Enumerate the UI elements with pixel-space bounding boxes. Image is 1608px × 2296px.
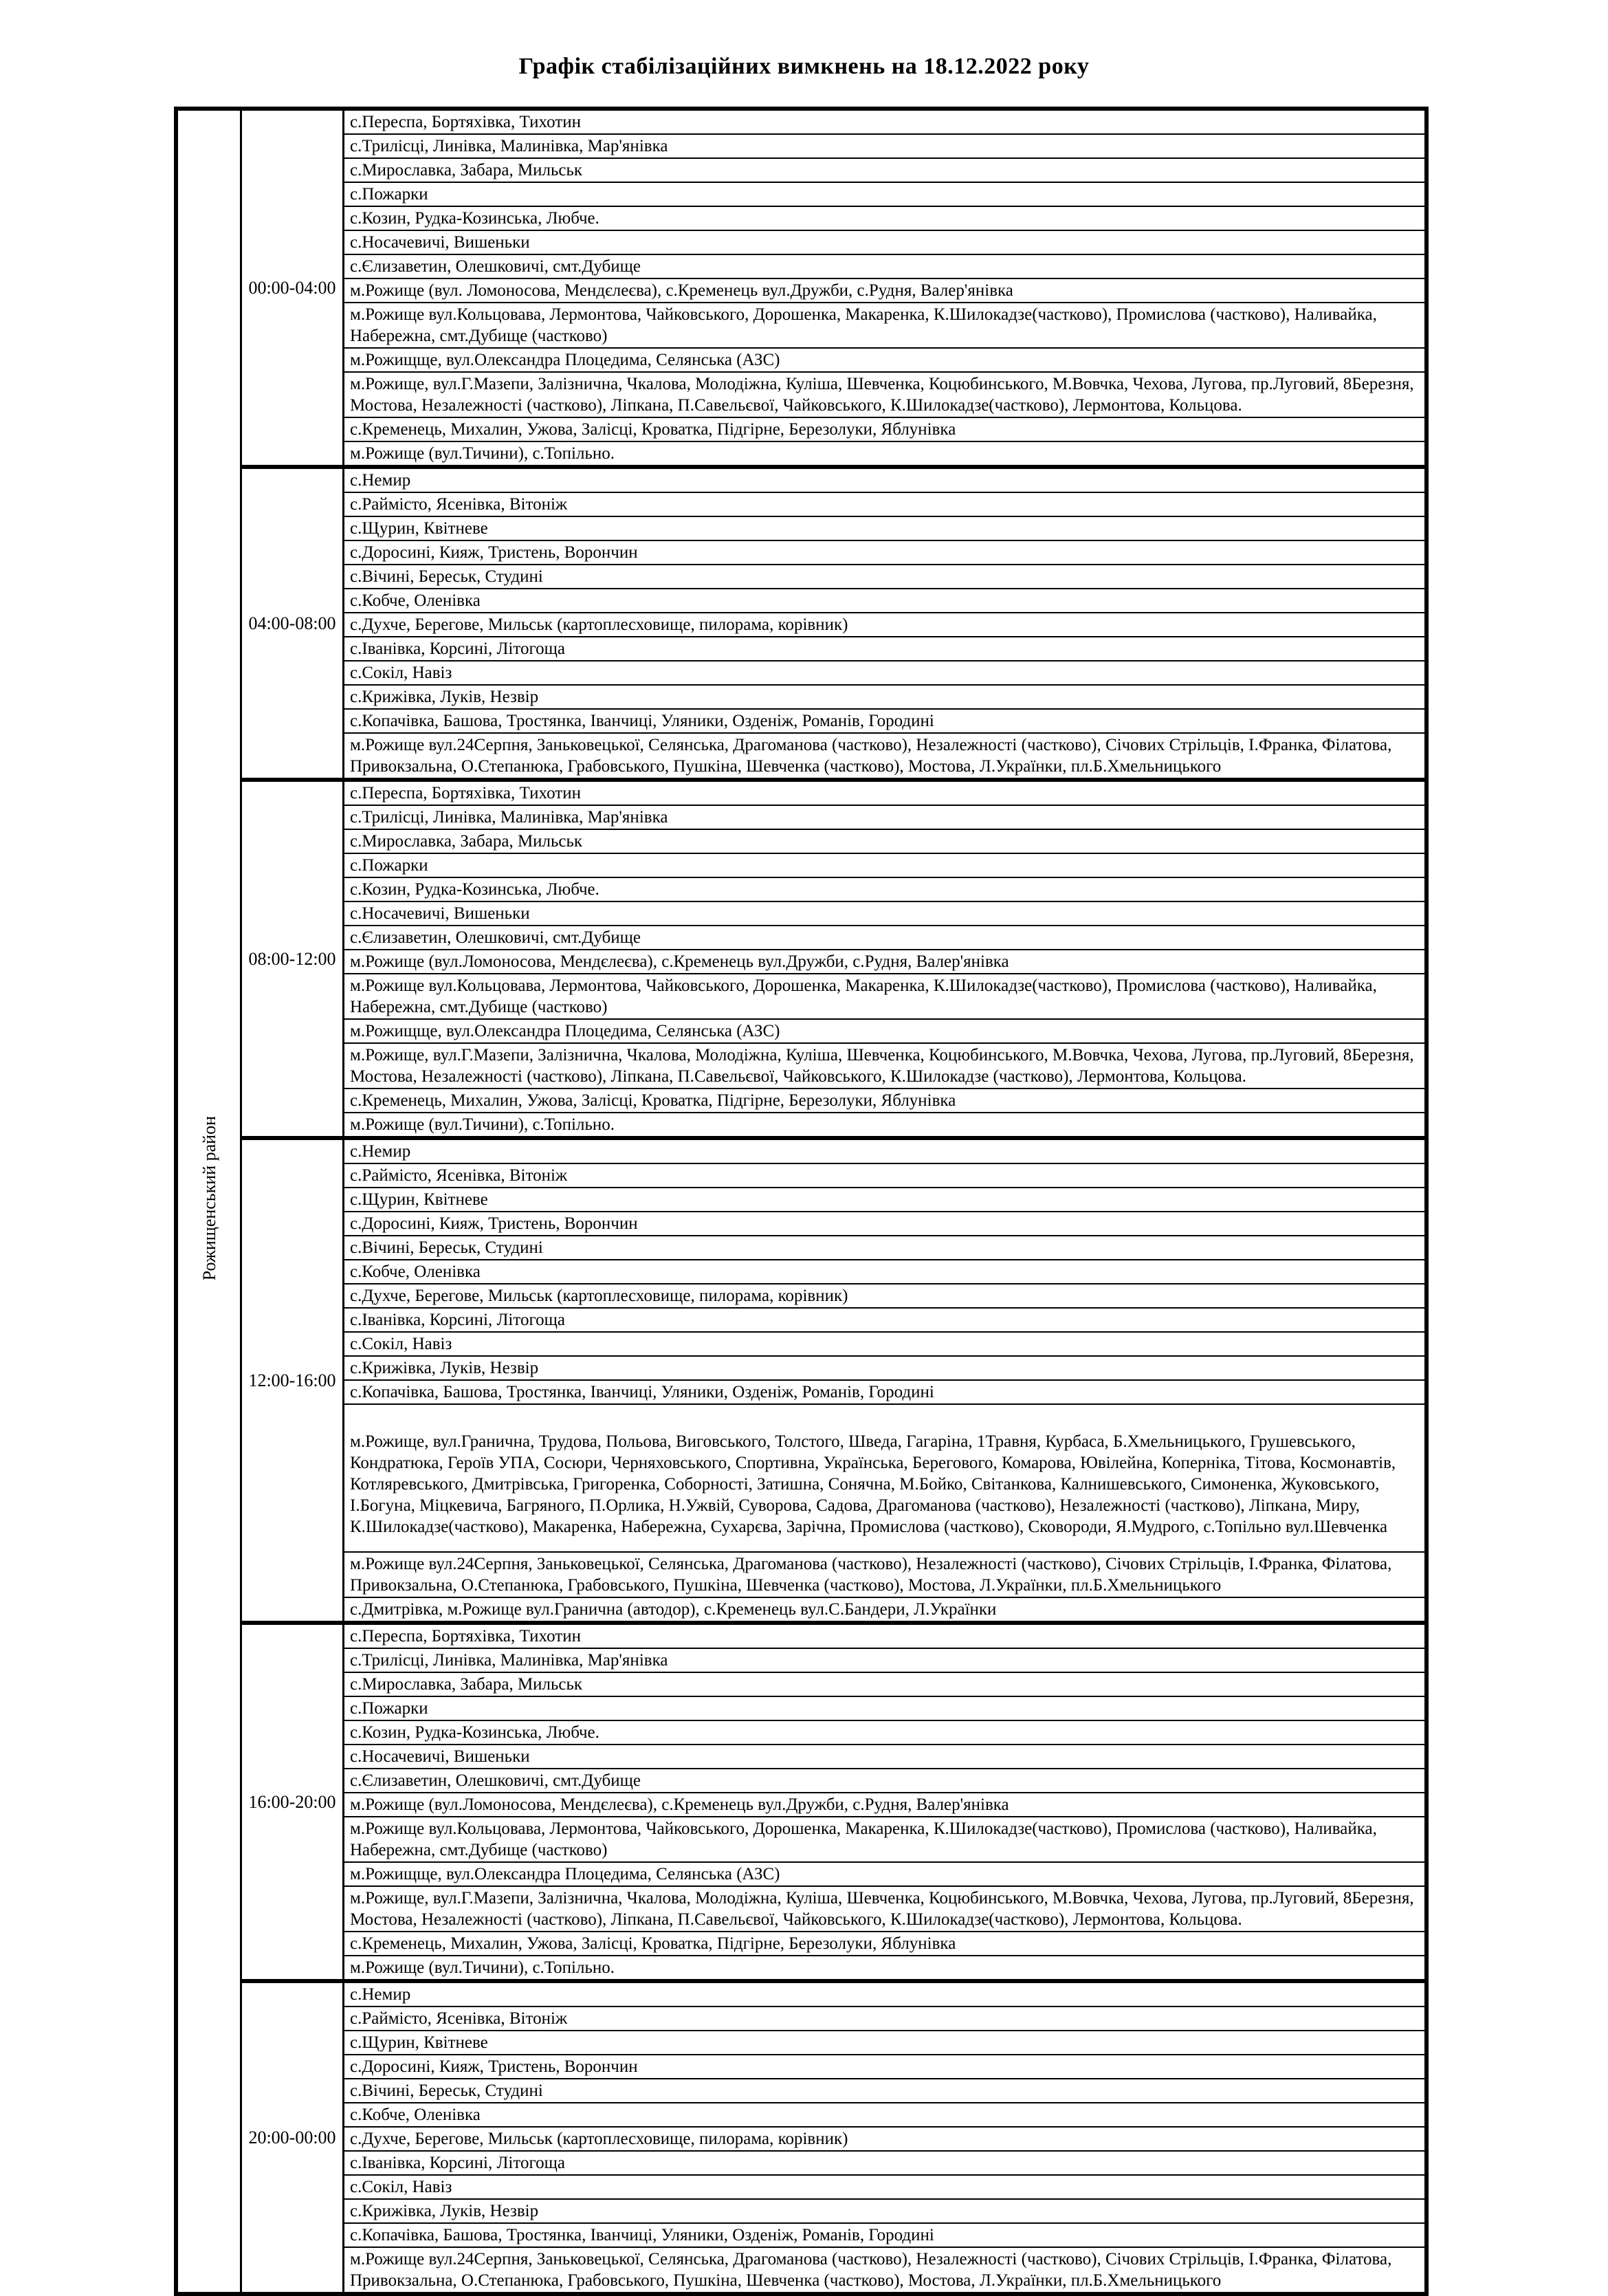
table-row: [176, 158, 1427, 182]
settlement-cell: с.Дмитрівка, м.Рожище вул.Гранична (автодор), с.Кременець вул.С.Бандери, Л.Українки: [344, 1597, 1427, 1623]
table-row: [176, 134, 1427, 158]
settlement-cell: с.Духче, Берегове, Мильськ (картоплесховище, пилорама, корівник): [344, 613, 1427, 637]
table-row: [176, 1648, 1427, 1672]
settlement-cell: м.Рожище (вул.Ломоносова, Мендєлеєва), с.Кременець вул.Дружби, с.Рудня, Валер'янівка: [344, 1793, 1427, 1817]
table-row: [176, 516, 1427, 540]
time-range-cell: 20:00-00:00: [241, 1981, 344, 2294]
outage-schedule-table: [174, 107, 1429, 2296]
table-row: [176, 974, 1427, 1019]
table-row: [176, 1862, 1427, 1886]
settlement-cell: с.Раймісто, Ясенівка, Вітоніж: [344, 492, 1427, 516]
table-row: [176, 1981, 1427, 2007]
table-row: [176, 441, 1427, 467]
table-row: [176, 303, 1427, 348]
table-row: [176, 877, 1427, 901]
settlement-cell: с.Іванівка, Корсині, Літогоща: [344, 2151, 1427, 2175]
table-row: [176, 1745, 1427, 1769]
table-row: [176, 230, 1427, 254]
settlement-cell: с.Крижівка, Луків, Незвір: [344, 2199, 1427, 2223]
table-row: [176, 1212, 1427, 1236]
table-row: [176, 1019, 1427, 1043]
district-label: Рожищенський район: [199, 1116, 219, 1281]
table-row: [176, 709, 1427, 733]
settlement-cell: с.Копачівка, Башова, Тростянка, Іванчиці, Уляники, Озденіж, Романів, Городині: [344, 709, 1427, 733]
settlement-cell: с.Носачевичі, Вишеньки: [344, 1745, 1427, 1769]
table-row: [176, 1043, 1427, 1089]
settlement-cell: с.Раймісто, Ясенівка, Вітоніж: [344, 1163, 1427, 1188]
table-row: [176, 1769, 1427, 1793]
settlement-cell: с.Носачевичі, Вишеньки: [344, 230, 1427, 254]
table-row: [176, 2151, 1427, 2175]
settlement-cell: с.Носачевичі, Вишеньки: [344, 901, 1427, 926]
time-range-cell: 16:00-20:00: [241, 1623, 344, 1981]
settlement-cell: с.Крижівка, Луків, Незвір: [344, 1356, 1427, 1380]
settlement-cell: с.Трилісці, Линівка, Малинівка, Мар'янівка: [344, 1648, 1427, 1672]
time-range-cell: 12:00-16:00: [241, 1138, 344, 1623]
table-row: [176, 540, 1427, 565]
settlement-cell: с.Немир: [344, 1981, 1427, 2007]
settlement-cell: с.Крижівка, Луків, Незвір: [344, 685, 1427, 709]
settlement-cell: с.Щурин, Квітневе: [344, 516, 1427, 540]
settlement-cell: с.Козин, Рудка-Козинська, Любче.: [344, 877, 1427, 901]
settlement-cell: м.Рожищще, вул.Олександра Плоцедима, Селянська (АЗС): [344, 1862, 1427, 1886]
settlement-cell: м.Рожище, вул.Гранична, Трудова, Польова, Виговського, Толстого, Шведа, Гагаріна, 1Травня, Курбаса, Б.Хмельницького, Грушевського, Кондратюка, Героїв УПА, Сосюри, Черняховського, Спортивна, Українська, Берегового, Комарова, Ювілейна, Коперніка, Тітова, Космонавтів, Котляревського, Дмитрівська, Григоренка, Соборності, Затишна, Сонячна, М.Бойко, Світанкова, Калнишевського, Симоненка, Жуковського, І.Богуна, Міцкевича, Багряного, П.Орлика, Н.Ужвій, Суворова, Садова, Драгоманова (частково), Незалежності (частково), Ліпкана, Миру, К.Шилокадзе(частково), Макаренка, Набережна, Сухарєва, Зарічна, Промислова (частково), Сковороди, Я.Мудрого, с.Топільно вул.Шевченка: [344, 1404, 1427, 1552]
table-row: [176, 109, 1427, 134]
table-row: [176, 829, 1427, 853]
settlement-cell: с.Переспа, Бортяхівка, Тихотин: [344, 780, 1427, 805]
table-row: [176, 589, 1427, 613]
settlement-cell: с.Копачівка, Башова, Тростянка, Іванчиці, Уляники, Озденіж, Романів, Городині: [344, 1380, 1427, 1404]
settlement-cell: с.Щурин, Квітневе: [344, 2031, 1427, 2055]
settlement-cell: м.Рожище (вул.Тичини), с.Топільно.: [344, 1956, 1427, 1981]
table-row: [176, 2199, 1427, 2223]
table-row: [176, 1597, 1427, 1623]
settlement-cell: с.Переспа, Бортяхівка, Тихотин: [344, 1623, 1427, 1648]
table-row: [176, 1188, 1427, 1212]
settlement-cell: с.Козин, Рудка-Козинська, Любче.: [344, 206, 1427, 230]
settlement-cell: с.Єлизаветин, Олешковичі, смт.Дубище: [344, 254, 1427, 278]
settlement-cell: м.Рожище (вул.Ломоносова, Мендєлеєва), с.Кременець вул.Дружби, с.Рудня, Валер'янівка: [344, 950, 1427, 974]
table-row: [176, 1672, 1427, 1696]
table-row: [176, 278, 1427, 303]
settlement-cell: м.Рожище вул.Кольцовава, Лермонтова, Чайковського, Дорошенка, Макаренка, К.Шилокадзе(частково), Промислова (частково), Наливайка, Набережна, смт.Дубище (частково): [344, 303, 1427, 348]
settlement-cell: с.Сокіл, Навіз: [344, 661, 1427, 685]
table-row: [176, 661, 1427, 685]
table-row: [176, 1089, 1427, 1113]
settlement-cell: с.Щурин, Квітневе: [344, 1188, 1427, 1212]
table-row: [176, 1332, 1427, 1356]
settlement-cell: с.Копачівка, Башова, Тростянка, Іванчиці, Уляники, Озденіж, Романів, Городині: [344, 2223, 1427, 2247]
settlement-cell: м.Рожище вул.24Серпня, Заньковецької, Селянська, Драгоманова (частково), Незалежності (частково), Січових Стрільців, І.Франка, Філатова, Привокзальна, О.Степанюка, Грабовського, Пушкіна, Шевченка (частково), Мостова, Л.Українки, пл.Б.Хмельницького: [344, 2247, 1427, 2294]
table-row: [176, 2247, 1427, 2294]
settlement-cell: с.Кобче, Оленівка: [344, 589, 1427, 613]
settlement-cell: с.Пожарки: [344, 182, 1427, 206]
settlement-cell: с.Трилісці, Линівка, Малинівка, Мар'янівка: [344, 134, 1427, 158]
table-row: [176, 637, 1427, 661]
settlement-cell: с.Духче, Берегове, Мильськ (картоплесховище, пилорама, корівник): [344, 1284, 1427, 1308]
time-range-cell: 00:00-04:00: [241, 109, 344, 467]
table-row: [176, 1163, 1427, 1188]
table-row: [176, 2055, 1427, 2079]
table-row: [176, 1260, 1427, 1284]
table-row: [176, 1932, 1427, 1956]
settlement-cell: с.Доросині, Кияж, Тристень, Ворончин: [344, 1212, 1427, 1236]
table-row: [176, 206, 1427, 230]
settlement-cell: с.Мирославка, Забара, Мильськ: [344, 829, 1427, 853]
settlement-cell: с.Доросині, Кияж, Тристень, Ворончин: [344, 2055, 1427, 2079]
table-row: [176, 853, 1427, 877]
table-row: [176, 1404, 1427, 1552]
table-row: [176, 1793, 1427, 1817]
settlement-cell: с.Доросині, Кияж, Тристень, Ворончин: [344, 540, 1427, 565]
table-row: [176, 1380, 1427, 1404]
settlement-cell: с.Мирославка, Забара, Мильськ: [344, 158, 1427, 182]
table-row: [176, 417, 1427, 441]
table-row: [176, 2103, 1427, 2127]
time-range-cell: 08:00-12:00: [241, 780, 344, 1138]
table-row: [176, 565, 1427, 589]
settlement-cell: м.Рожище вул.Кольцовава, Лермонтова, Чайковського, Дорошенка, Макаренка, К.Шилокадзе(частково), Промислова (частково), Наливайка, Набережна, смт.Дубище (частково): [344, 1817, 1427, 1862]
settlement-cell: м.Рожище (вул.Тичини), с.Топільно.: [344, 1113, 1427, 1138]
table-row: [176, 1308, 1427, 1332]
settlement-cell: с.Вічині, Береськ, Студині: [344, 565, 1427, 589]
table-row: [176, 1696, 1427, 1720]
table-row: [176, 950, 1427, 974]
page-title: Графік стабілізаційних вимкнень на 18.12.2022 року: [518, 54, 1090, 79]
table-row: [176, 348, 1427, 372]
settlement-cell: м.Рожище, вул.Г.Мазепи, Залізнична, Чкалова, Молодіжна, Куліша, Шевченка, Коцюбинського, М.Вовчка, Чехова, Лугова, пр.Луговий, 8Березня, Мостова, Незалежності (частково), Ліпкана, П.Савельєвої, Чайковського, К.Шилокадзе (частково), Лермонтова, Кольцова.: [344, 1043, 1427, 1089]
table-row: [176, 901, 1427, 926]
table-row: [176, 2127, 1427, 2151]
settlement-cell: м.Рожище, вул.Г.Мазепи, Залізнична, Чкалова, Молодіжна, Куліша, Шевченка, Коцюбинського, М.Вовчка, Чехова, Лугова, пр.Луговий, 8Березня, Мостова, Незалежності (частково), Ліпкана, П.Савельєвої, Чайковського, К.Шилокадзе(частково), Лермонтова, Кольцова.: [344, 372, 1427, 417]
table-row: [176, 182, 1427, 206]
settlement-cell: с.Кременець, Михалин, Ужова, Залісці, Кроватка, Підгірне, Березолуки, Яблунівка: [344, 417, 1427, 441]
table-row: [176, 2031, 1427, 2055]
settlement-cell: с.Кременець, Михалин, Ужова, Залісці, Кроватка, Підгірне, Березолуки, Яблунівка: [344, 1089, 1427, 1113]
table-row: [176, 1113, 1427, 1138]
settlement-cell: с.Переспа, Бортяхівка, Тихотин: [344, 109, 1427, 134]
settlement-cell: с.Пожарки: [344, 853, 1427, 877]
table-row: [176, 372, 1427, 417]
table-row: [176, 613, 1427, 637]
settlement-cell: с.Немир: [344, 1138, 1427, 1163]
settlement-cell: м.Рожище вул.24Серпня, Заньковецької, Селянська, Драгоманова (частково), Незалежності (частково), Січових Стрільців, І.Франка, Філатова, Привокзальна, О.Степанюка, Грабовського, Пушкіна, Шевченка (частково), Мостова, Л.Українки, пл.Б.Хмельницького: [344, 1552, 1427, 1597]
settlement-cell: с.Раймісто, Ясенівка, Вітоніж: [344, 2007, 1427, 2031]
table-row: [176, 1284, 1427, 1308]
settlement-cell: с.Сокіл, Навіз: [344, 1332, 1427, 1356]
table-row: [176, 685, 1427, 709]
table-row: [176, 1720, 1427, 1745]
settlement-cell: с.Козин, Рудка-Козинська, Любче.: [344, 1720, 1427, 1745]
time-range-cell: 04:00-08:00: [241, 467, 344, 780]
settlement-cell: с.Трилісці, Линівка, Малинівка, Мар'янівка: [344, 805, 1427, 829]
table-row: [176, 733, 1427, 780]
settlement-cell: м.Рожищще, вул.Олександра Плоцедима, Селянська (АЗС): [344, 1019, 1427, 1043]
table-row: [176, 2223, 1427, 2247]
settlement-cell: м.Рожищще, вул.Олександра Плоцедима, Селянська (АЗС): [344, 348, 1427, 372]
settlement-cell: с.Пожарки: [344, 1696, 1427, 1720]
settlement-cell: с.Духче, Берегове, Мильськ (картоплесховище, пилорама, корівник): [344, 2127, 1427, 2151]
table-row: [176, 1956, 1427, 1981]
table-row: [176, 492, 1427, 516]
settlement-cell: с.Кременець, Михалин, Ужова, Залісці, Кроватка, Підгірне, Березолуки, Яблунівка: [344, 1932, 1427, 1956]
table-row: [176, 1356, 1427, 1380]
settlement-cell: с.Вічині, Береськ, Студині: [344, 1236, 1427, 1260]
settlement-cell: м.Рожище вул.24Серпня, Заньковецької, Селянська, Драгоманова (частково), Незалежності (частково), Січових Стрільців, І.Франка, Філатова, Привокзальна, О.Степанюка, Грабовського, Пушкіна, Шевченка (частково), Мостова, Л.Українки, пл.Б.Хмельницького: [344, 733, 1427, 780]
table-row: [176, 1886, 1427, 1932]
table-row: [176, 1623, 1427, 1648]
settlement-cell: с.Кобче, Оленівка: [344, 2103, 1427, 2127]
settlement-cell: с.Єлизаветин, Олешковичі, смт.Дубище: [344, 926, 1427, 950]
table-row: [176, 2079, 1427, 2103]
table-row: [176, 780, 1427, 805]
settlement-cell: с.Кобче, Оленівка: [344, 1260, 1427, 1284]
settlement-cell: м.Рожище, вул.Г.Мазепи, Залізнична, Чкалова, Молодіжна, Куліша, Шевченка, Коцюбинського, М.Вовчка, Чехова, Лугова, пр.Луговий, 8Березня, Мостова, Незалежності (частково), Ліпкана, П.Савельєвої, Чайковського, К.Шилокадзе(частково), Лермонтова, Кольцова.: [344, 1886, 1427, 1932]
settlement-cell: м.Рожище (вул.Тичини), с.Топільно.: [344, 441, 1427, 467]
table-row: [176, 467, 1427, 492]
settlement-cell: с.Вічині, Береськ, Студині: [344, 2079, 1427, 2103]
table-row: [176, 1236, 1427, 1260]
settlement-cell: с.Іванівка, Корсині, Літогоща: [344, 1308, 1427, 1332]
settlement-cell: м.Рожище вул.Кольцовава, Лермонтова, Чайковського, Дорошенка, Макаренка, К.Шилокадзе(частково), Промислова (частково), Наливайка, Набережна, смт.Дубище (частково): [344, 974, 1427, 1019]
table-row: [176, 805, 1427, 829]
settlement-cell: с.Немир: [344, 467, 1427, 492]
settlement-cell: м.Рожище (вул. Ломоносова, Мендєлеєва), с.Кременець вул.Дружби, с.Рудня, Валер'янівка: [344, 278, 1427, 303]
table-row: [176, 1138, 1427, 1163]
table-row: [176, 926, 1427, 950]
table-row: [176, 1817, 1427, 1862]
table-row: [176, 1552, 1427, 1597]
table-row: [176, 2007, 1427, 2031]
table-row: [176, 2175, 1427, 2199]
settlement-cell: с.Сокіл, Навіз: [344, 2175, 1427, 2199]
table-row: [176, 254, 1427, 278]
settlement-cell: с.Іванівка, Корсині, Літогоща: [344, 637, 1427, 661]
district-cell: [176, 109, 241, 2294]
settlement-cell: с.Єлизаветин, Олешковичі, смт.Дубище: [344, 1769, 1427, 1793]
settlement-cell: с.Мирославка, Забара, Мильськ: [344, 1672, 1427, 1696]
